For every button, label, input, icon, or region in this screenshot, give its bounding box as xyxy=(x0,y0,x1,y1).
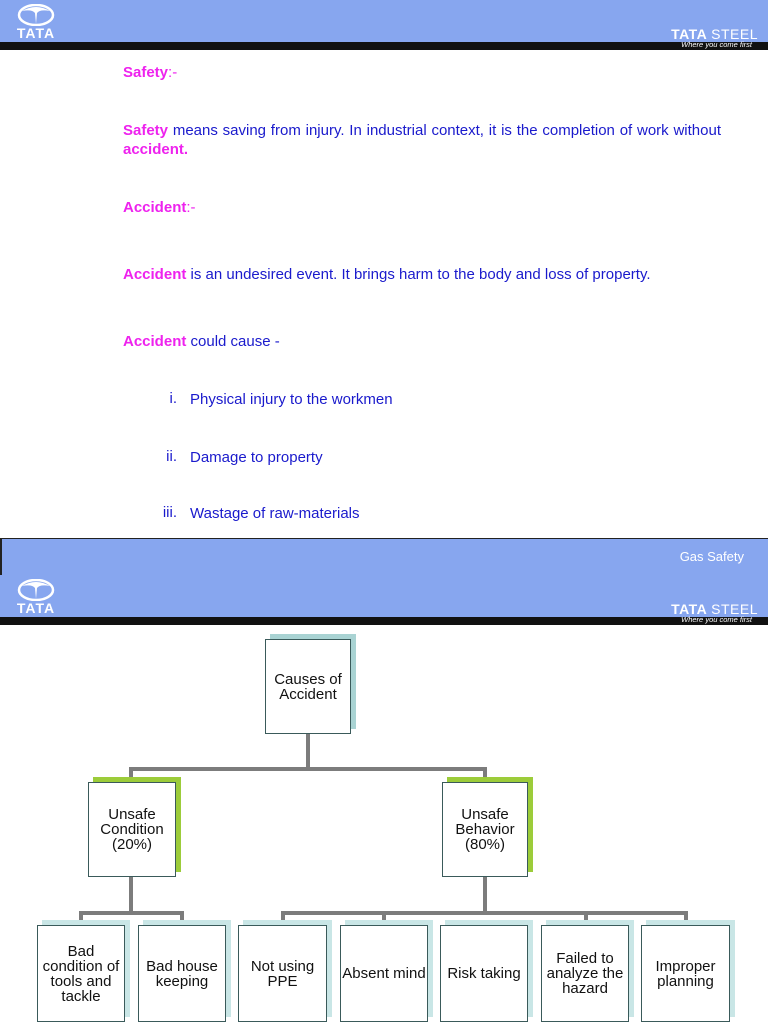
behavior-child-node: Risk taking xyxy=(440,925,528,1022)
safety-heading-word: Safety xyxy=(123,64,169,81)
behavior-child-node: Not using PPE xyxy=(238,925,327,1022)
accident-heading-suffix: :- xyxy=(186,199,196,216)
connector xyxy=(382,911,386,925)
accident-cause-text: could cause - xyxy=(186,333,280,350)
brand-bold: TATA xyxy=(671,26,707,42)
accident-heading-word: Accident xyxy=(123,199,187,216)
unsafe-behavior-node: Unsafe Behavior (80%) xyxy=(442,782,528,877)
behavior-child-node: Failed to analyze the hazard xyxy=(541,925,629,1022)
root-node: Causes of Accident xyxy=(265,639,351,734)
tata-emblem-icon xyxy=(10,579,62,601)
unsafe-condition-node: Unsafe Condition (20%) xyxy=(88,782,176,877)
brand-tagline-2: Where you come first xyxy=(681,615,752,624)
connector xyxy=(129,767,133,781)
cause-number: ii. xyxy=(166,448,177,465)
connector xyxy=(281,911,285,925)
connector xyxy=(483,767,487,781)
cause-item: Physical injury to the workmen xyxy=(190,391,393,408)
accident-word: Accident xyxy=(123,266,187,283)
behavior-child-node: Improper planning xyxy=(641,925,730,1022)
cause-item: Damage to property xyxy=(190,449,323,466)
connector xyxy=(584,911,588,925)
accident-cause-word: Accident xyxy=(123,333,187,350)
brand-bold: TATA xyxy=(671,601,707,617)
tata-emblem-icon xyxy=(10,4,62,26)
safety-heading xyxy=(123,63,177,82)
connector xyxy=(281,911,688,915)
connector xyxy=(180,911,184,925)
connector xyxy=(129,767,487,771)
connector xyxy=(483,876,487,914)
header-divider-2 xyxy=(0,617,768,625)
behavior-child-node: Absent mind xyxy=(340,925,428,1022)
accident-definition-text: is an undesired event. It brings harm to the body and loss of property. xyxy=(186,266,651,283)
connector xyxy=(684,911,688,925)
condition-child-node: Bad condition of tools and tackle xyxy=(37,925,125,1022)
connector xyxy=(79,911,83,925)
logo-text: TATA xyxy=(16,600,56,616)
tata-logo-2 xyxy=(10,579,62,616)
header-divider xyxy=(0,42,768,50)
accident-definition xyxy=(123,265,651,284)
safety-heading-suffix: :- xyxy=(168,64,178,81)
safety-definition xyxy=(123,121,721,159)
footer-title: Gas Safety xyxy=(679,549,744,564)
brand-tagline: Where you come first xyxy=(681,40,752,49)
tata-logo xyxy=(10,4,62,41)
brand-thin: STEEL xyxy=(711,601,758,617)
connector xyxy=(306,733,310,769)
safety-definition-text: means saving from injury. In industrial context, it is the completion of work without xyxy=(168,122,721,139)
accident-heading xyxy=(123,198,196,217)
connector xyxy=(79,911,184,915)
safety-word: Safety xyxy=(123,122,169,139)
accident-bold-word: accident. xyxy=(123,141,189,158)
cause-number: iii. xyxy=(162,504,177,521)
connector xyxy=(129,876,133,914)
accident-cause-intro xyxy=(123,332,280,351)
logo-text: TATA xyxy=(16,25,56,41)
cause-item: Wastage of raw-materials xyxy=(190,505,360,522)
footer-bar xyxy=(0,538,768,575)
cause-number: i. xyxy=(169,390,177,407)
condition-child-node: Bad house keeping xyxy=(138,925,226,1022)
brand-thin: STEEL xyxy=(711,26,758,42)
